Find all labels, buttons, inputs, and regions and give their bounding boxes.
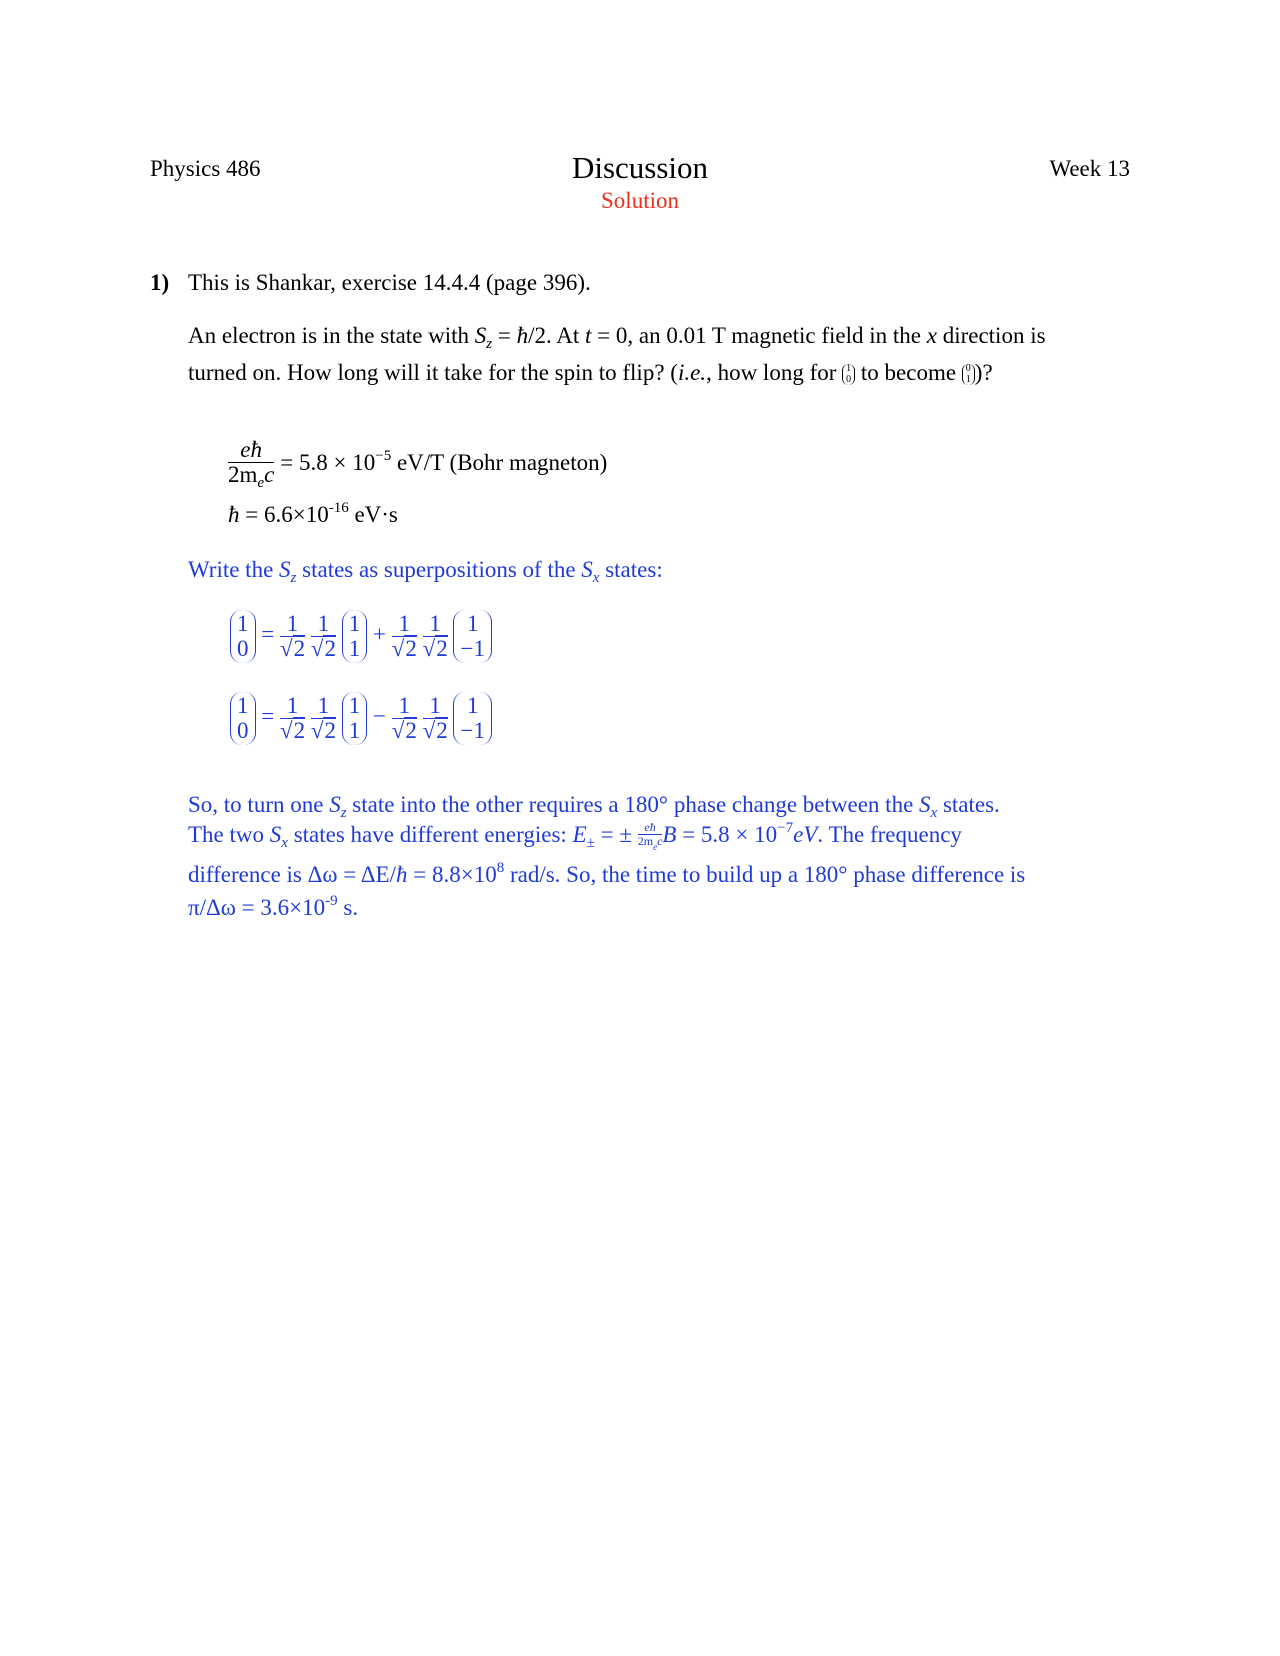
course-label: Physics 486	[150, 156, 261, 181]
week-label: Week 13	[1049, 156, 1130, 181]
spin-down-vector: 0 1	[962, 364, 975, 385]
problem-intro: This is Shankar, exercise 14.4.4 (page 396).	[188, 270, 591, 295]
hbar-equation: ħ = $6.6\times 10^{-16}$ eV·s	[228, 500, 398, 527]
bohr-magneton-equation: $\frac{eħ}{2m_ec}$ = $5.8 \times 10^{-5}$ eV/T (Bohr magneton)	[228, 437, 608, 492]
page-title: Discussion	[571, 150, 709, 185]
solution-paragraph-line-1: So, to turn one $S_z$ state into the other requires a 180° phase change between the $S_x$ states.	[188, 792, 1000, 821]
solution-write-line: Write the $S_z$ states as superpositions of the $S_x$ states:	[188, 557, 663, 586]
page-subtitle: Solution	[601, 188, 679, 213]
superposition-equation-1: 1 0 = $\frac{1}{√2}$ $\frac{1}{√2}$ 1 1 + $\frac{1}{√2}$ $\frac{1}{√2}$ 1 −1	[230, 610, 492, 663]
solution-paragraph-line-3: difference is Δω = ΔE/ħ = $8.8\times 10^8$ rad/s. So, the time to build up a 180° phase difference is	[188, 860, 1026, 887]
solution-paragraph-line-2: The two $S_x$ states have different energies: $E_\pm$ = ± $\frac{eħ}{2m_ec}$ $B = 5.8 \times 10^{-7}eV$. The frequency	[188, 820, 962, 852]
problem-number: 1)	[150, 270, 170, 295]
problem-line-2: turned on. How long will it take for the spin to flip? (i.e., how long for 1 0 to become 0 1 )?	[188, 360, 993, 385]
problem-line-1: An electron is in the state with $S_z$ = ħ/2. At t = 0, an 0.01 T magnetic field in the x direction is	[188, 323, 1046, 352]
spin-up-vector: 1 0	[842, 364, 855, 385]
superposition-equation-2: 1 0 = $\frac{1}{√2}$ $\frac{1}{√2}$ 1 1 − $\frac{1}{√2}$ $\frac{1}{√2}$ 1 −1	[230, 692, 492, 745]
solution-paragraph-line-4: $\pi/\Delta\omega = 3.6\times 10^{-9}$ s.	[188, 893, 359, 920]
